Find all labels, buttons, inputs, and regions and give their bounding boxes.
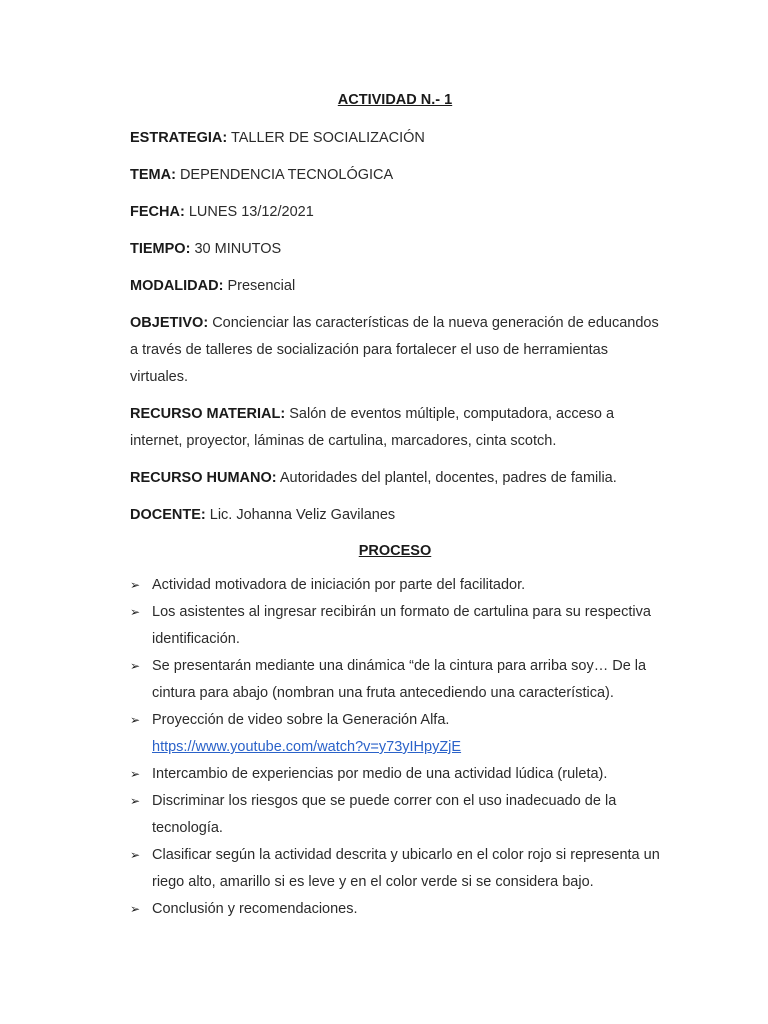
list-item bbox=[130, 896, 660, 923]
arrowhead-bullet-icon: ➢ bbox=[130, 848, 141, 862]
list-item bbox=[130, 572, 660, 599]
field-label: DOCENTE: bbox=[130, 507, 206, 523]
activity-title: ACTIVIDAD N.- 1 bbox=[337, 92, 453, 108]
process-title: PROCESO bbox=[358, 543, 432, 559]
list-item bbox=[130, 842, 660, 896]
field-value: Presencial bbox=[227, 278, 296, 294]
field-label: ESTRATEGIA: bbox=[130, 130, 228, 146]
field-modalidad bbox=[130, 273, 660, 300]
arrowhead-bullet-icon: ➢ bbox=[130, 713, 141, 727]
list-item bbox=[130, 788, 660, 842]
field-recurso-humano bbox=[130, 465, 660, 492]
list-item-text: Clasificar según la actividad descrita y ubicarlo en el color rojo si representa un riego alto, amarillo si es leve y en el color verde si se considera bajo. bbox=[152, 847, 660, 890]
field-tiempo bbox=[130, 236, 660, 263]
arrowhead-bullet-icon: ➢ bbox=[130, 578, 141, 592]
field-value: DEPENDENCIA TECNOLÓGICA bbox=[179, 167, 394, 183]
document-page bbox=[130, 88, 660, 923]
field-tema bbox=[130, 162, 660, 189]
field-label: RECURSO HUMANO: bbox=[130, 470, 277, 486]
list-item-text: Discriminar los riesgos que se puede correr con el uso inadecuado de la tecnología. bbox=[152, 793, 617, 836]
field-label: TIEMPO: bbox=[130, 241, 191, 257]
arrowhead-bullet-icon: ➢ bbox=[130, 659, 141, 673]
field-label: FECHA: bbox=[130, 204, 185, 220]
youtube-video-link[interactable]: https://www.youtube.com/watch?v=y73yIHpyZjE bbox=[152, 739, 462, 755]
list-item bbox=[130, 599, 660, 653]
list-item-text: Se presentarán mediante una dinámica “de la cintura para arriba soy… De la cintura para abajo (nombran una fruta antecediendo una característica). bbox=[152, 658, 647, 701]
arrowhead-bullet-icon: ➢ bbox=[130, 794, 141, 808]
list-item bbox=[130, 761, 660, 788]
field-value: 30 MINUTOS bbox=[194, 241, 282, 257]
field-objetivo bbox=[130, 310, 660, 391]
list-item-text: Los asistentes al ingresar recibirán un formato de cartulina para su respectiva identificación. bbox=[152, 604, 651, 647]
list-item-text: Conclusión y recomendaciones. bbox=[152, 901, 358, 917]
field-value: Salón de eventos múltiple, computadora, acceso a internet, proyector, láminas de cartulina, marcadores, cinta scotch. bbox=[130, 406, 615, 449]
field-fecha bbox=[130, 199, 660, 226]
list-item-text: Intercambio de experiencias por medio de una actividad lúdica (ruleta). bbox=[152, 766, 608, 782]
field-label: MODALIDAD: bbox=[130, 278, 224, 294]
field-value: LUNES 13/12/2021 bbox=[188, 204, 314, 220]
field-label: RECURSO MATERIAL: bbox=[130, 406, 286, 422]
field-estrategia bbox=[130, 125, 660, 152]
field-label: TEMA: bbox=[130, 167, 176, 183]
field-label: OBJETIVO: bbox=[130, 315, 209, 331]
field-value: Autoridades del plantel, docentes, padres de familia. bbox=[279, 470, 617, 486]
arrowhead-bullet-icon: ➢ bbox=[130, 902, 141, 916]
field-docente bbox=[130, 502, 660, 529]
list-item bbox=[130, 707, 660, 761]
field-value: Lic. Johanna Veliz Gavilanes bbox=[209, 507, 396, 523]
list-item-text: Actividad motivadora de iniciación por parte del facilitador. bbox=[152, 577, 526, 593]
arrowhead-bullet-icon: ➢ bbox=[130, 767, 141, 781]
field-value: Concienciar las características de la nueva generación de educandos a través de talleres de socialización para fortalecer el uso de herramientas virtuales. bbox=[130, 315, 659, 385]
field-recurso-material bbox=[130, 401, 660, 455]
field-value: TALLER DE SOCIALIZACIÓN bbox=[230, 130, 425, 146]
list-item bbox=[130, 653, 660, 707]
process-list bbox=[130, 572, 660, 923]
arrowhead-bullet-icon: ➢ bbox=[130, 605, 141, 619]
list-item-text: Proyección de video sobre la Generación Alfa. bbox=[152, 712, 450, 728]
